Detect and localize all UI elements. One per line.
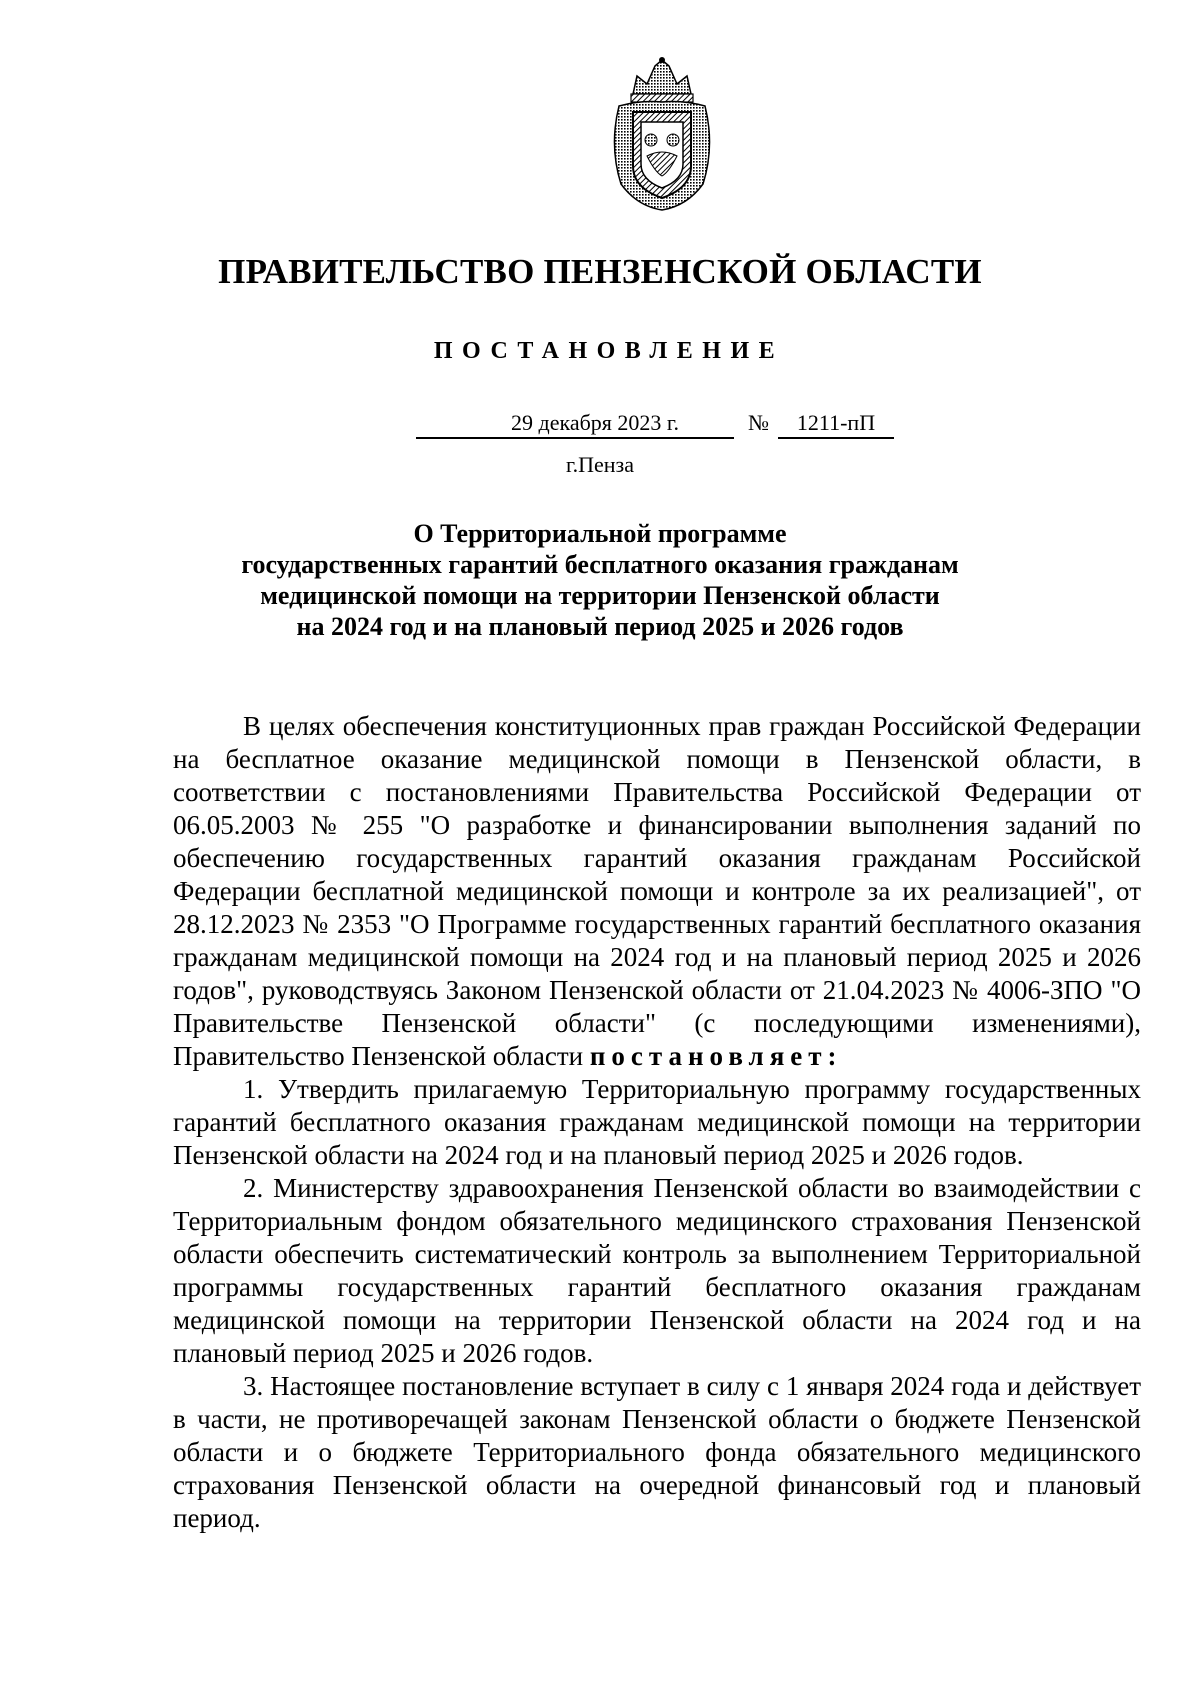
subject-line: государственных гарантий бесплатного оказания гражданам	[241, 550, 959, 579]
document-type-heading: ПОСТАНОВЛЕНИЕ	[433, 338, 785, 364]
decree-word: постановляет:	[589, 1041, 843, 1071]
item-paragraph: 2. Министерству здравоохранения Пензенской области во взаимодействии с Территориальным фондом обязательного медицинского страхования Пензенской области обеспечить систематический контроль за выполнением Территориальной программы государственных гарантий бесплатного оказания гражданам медицинской помощи на территории Пензенской области на 2024 год и на плановый период 2025 и 2026 годов.	[173, 1173, 1141, 1368]
document-subject	[0, 518, 1200, 642]
document-date: 29 декабря 2023 г.	[511, 410, 679, 435]
subject-line: О Территориальной программе	[413, 519, 787, 548]
document-number: 1211-пП	[796, 410, 876, 435]
number-sign: №	[748, 410, 769, 435]
preamble-text: В целях обеспечения конституционных прав граждан Российской Федерации на бесплатное оказание медицинской помощи в Пензенской области, в соответствии с постановлениями Правительства Российской Федерации от 06.05.2003 № 255 "О разработке и финансировании выполнения заданий по обеспечению государственных гарантий оказания гражданам Российской Федерации бесплатной медицинской помощи и контроле за их реализацией", от 28.12.2023 № 2353 "О Программе государственных гарантий бесплатного оказания гражданам медицинской помощи на 2024 год и на плановый период 2025 и 2026 годов", руководствуясь Законом Пензенской области от 21.04.2023 № 4006-ЗПО "О Правительстве Пензенской области" (с последующими изменениями), Правительство Пензенской области	[173, 711, 1141, 1071]
document-body	[173, 710, 1141, 1535]
document-city: г.Пенза	[566, 452, 634, 477]
subject-line: на 2024 год и на плановый период 2025 и 2026 годов	[296, 612, 904, 641]
coat-of-arms-emblem	[603, 56, 721, 212]
number-underline	[778, 437, 894, 439]
subject-line: медицинской помощи на территории Пензенской области	[260, 581, 940, 610]
government-title: ПРАВИТЕЛЬСТВО ПЕНЗЕНСКОЙ ОБЛАСТИ	[218, 252, 982, 291]
item-paragraph: 1. Утвердить прилагаемую Территориальную программу государственных гарантий бесплатного оказания гражданам медицинской помощи на территории Пензенской области на 2024 год и на плановый период 2025 и 2026 годов.	[173, 1074, 1141, 1170]
item-paragraph: 3. Настоящее постановление вступает в силу с 1 января 2024 года и действует в части, не противоречащей законам Пензенской области о бюджете Пензенской области и о бюджете Территориального фонда обязательного медицинского страхования Пензенской области на очередной финансовый год и плановый период.	[173, 1371, 1141, 1533]
date-underline	[416, 437, 734, 439]
preamble-paragraph	[173, 710, 1141, 1073]
